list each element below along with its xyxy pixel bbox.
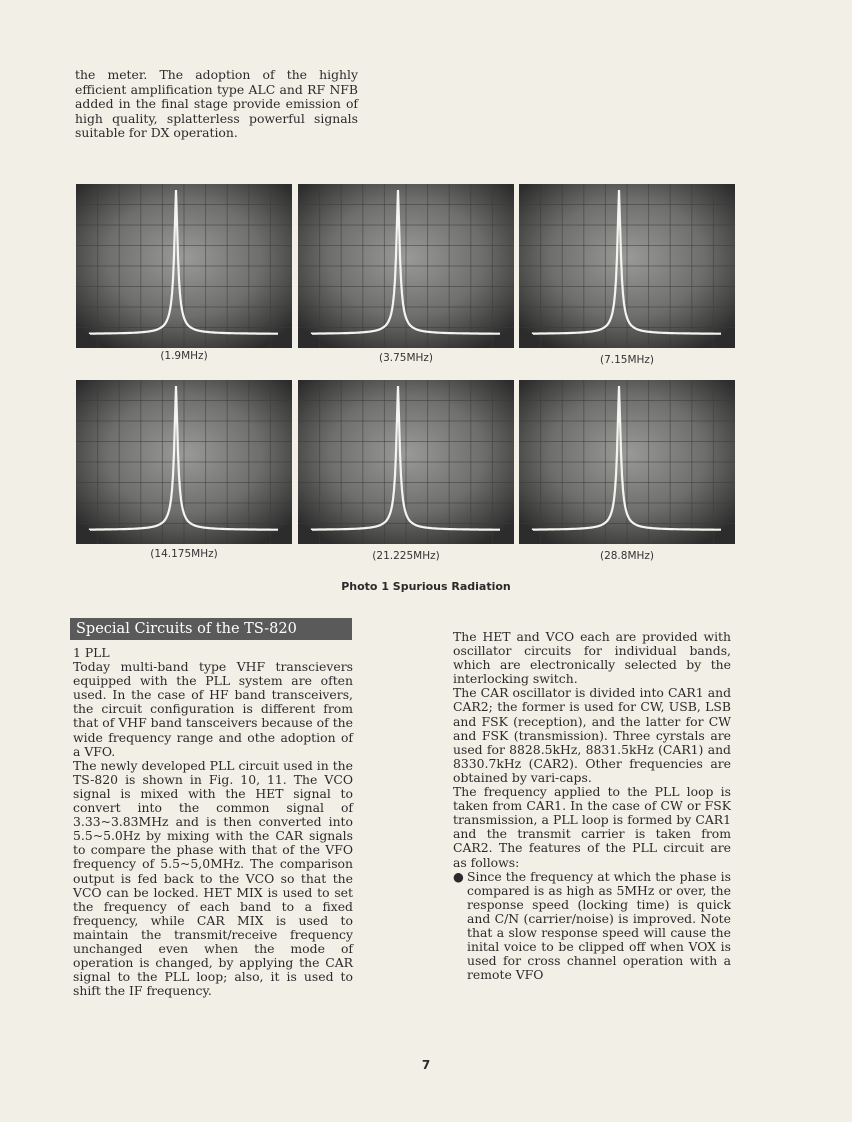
- photo-caption-6: (28.8MHz): [599, 550, 655, 562]
- right-paragraph-3: The frequency applied to the PLL loop is taken from CAR1. In the case of CW or FSK transmission, a PLL loop is formed by CAR1 and the transmit carrier is taken from CAR2. The features of the PLL circuit are as follows:: [453, 784, 731, 870]
- spectrum-display: [298, 184, 514, 348]
- spectrum-display: [519, 380, 735, 544]
- spectrum-display: [519, 184, 735, 348]
- spectrum-photo-6: [519, 380, 735, 544]
- left-paragraph-1: Today multi-band type VHF transcievers equipped with the PLL system are often used. In the case of HF band transceivers, the circuit configuration is different from that of VHF band tansceivers because of the wide frequency range and othe adoption of a VFO.: [73, 659, 353, 759]
- spectrum-display: [298, 380, 514, 544]
- bullet-dot-icon: ●: [453, 868, 464, 884]
- spectrum-display: [76, 380, 292, 544]
- right-column: [453, 630, 731, 982]
- bullet-item: [453, 870, 731, 983]
- left-column: [73, 646, 353, 998]
- page-number: 7: [421, 1058, 431, 1072]
- right-paragraph-2: The CAR oscillator is divided into CAR1 and CAR2; the former is used for CW, USB, LSB and FSK (reception), and the latter for CW and FSK (transmission). Three cyrstals are used for 8828.5kHz, 8831.5kHz (CAR1) and 8330.7kHz (CAR2). Other frequencies are obtained by vari-caps.: [453, 685, 731, 785]
- pll-heading: 1 PLL: [73, 645, 110, 660]
- spectrum-display: [76, 184, 292, 348]
- intro-paragraph: the meter. The adoption of the highly efficient amplification type ALC and RF NFB added in the final stage provide emission of high quality, splatterless powerful signals suitable for DX operation.: [75, 67, 358, 141]
- spectrum-photo-3: [519, 184, 735, 348]
- left-paragraph-2: The newly developed PLL circuit used in the TS-820 is shown in Fig. 10, 11. The VCO signal is mixed with the HET signal to convert into the common signal of 3.33~3.83MHz and is then converted into 5.5~5.0Hz by mixing with the CAR signals to compare the phase with that of the VFO frequency of 5.5~5,0MHz. The comparison output is fed back to the VCO so that the VCO can be locked. HET MIX is used to set the frequency of each band to a fixed frequency, while CAR MIX is used to maintain the transmit/receive frequency unchanged even when the mode of operation is changed, by applying the CAR signal to the PLL loop; also, it is used to shift the IF frequency.: [73, 757, 353, 999]
- photo-caption-1: (1.9MHz): [160, 350, 208, 362]
- spectrum-photo-2: [298, 184, 514, 348]
- section-title: Special Circuits of the TS-820: [70, 618, 352, 640]
- photo-caption-3: (7.15MHz): [599, 354, 655, 366]
- photo-caption-5: (21.225MHz): [372, 550, 440, 562]
- spectrum-photo-1: [76, 184, 292, 348]
- bullet-text: Since the frequency at which the phase is compared is as high as 5MHz or over, the response speed (locking time) is quick and C/N (carrier/noise) is improved. Note that a slow response speed will cause the inital voice to be clipped off when VOX is used for cross channel operation with a remote VFO: [467, 868, 731, 983]
- right-paragraph-1: The HET and VCO each are provided with oscillator circuits for individual bands, which are electronically selected by the interlocking switch.: [453, 629, 731, 687]
- photo-title: Photo 1 Spurious Radiation: [341, 580, 511, 593]
- photo-caption-2: (3.75MHz): [378, 352, 434, 364]
- photo-caption-4: (14.175MHz): [150, 548, 218, 560]
- spectrum-photo-4: [76, 380, 292, 544]
- spectrum-photo-5: [298, 380, 514, 544]
